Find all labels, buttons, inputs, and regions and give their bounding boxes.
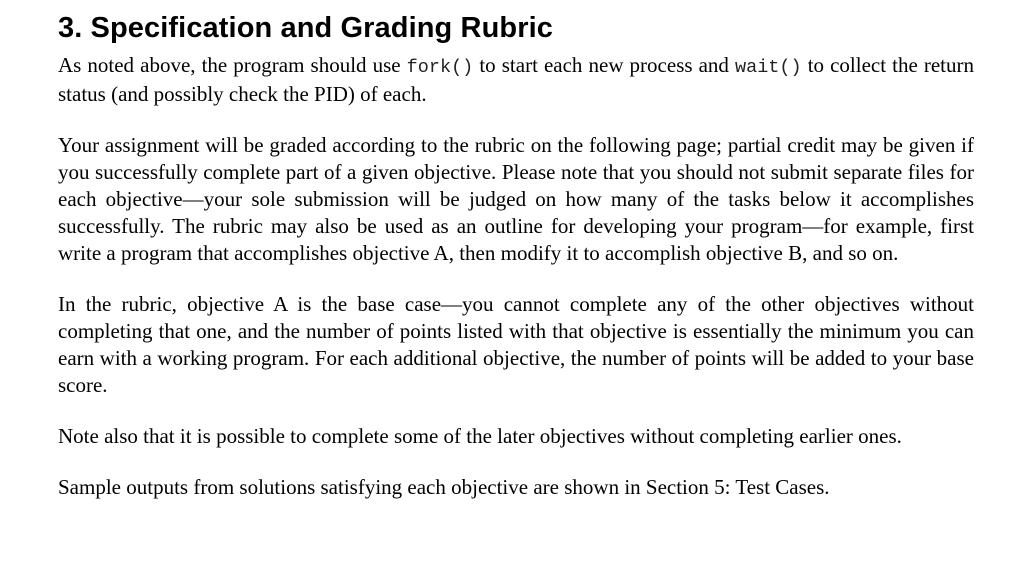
paragraph-later-objectives: Note also that it is possible to complete some of the later objectives without completing earlier ones. [58, 424, 902, 448]
paragraph-fork-wait [58, 52, 974, 108]
paragraph-fork-wait-text-1: As noted above, the program should use [58, 53, 407, 77]
code-wait: wait() [735, 57, 802, 78]
paragraph-fork-wait-text-3: to collect the return status (and possibly check the PID) of each. [58, 53, 974, 106]
paragraph-sample-outputs: Sample outputs from solutions satisfying each objective are shown in Section 5: Test Cases. [58, 475, 830, 499]
section-heading: 3. Specification and Grading Rubric [58, 12, 553, 44]
paragraph-grading: Your assignment will be graded according to the rubric on the following page; partial credit may be given if you successfully complete part of a given objective. Please note that you should not submit separate files for each objective—your sole submission will be judged on how many of the tasks below it accomplishes successfully. The rubric may also be used as an outline for developing your program—for example, first write a program that accomplishes objective A, then modify it to accomplish objective B, and so on. [58, 133, 974, 265]
paragraph-base-case: In the rubric, objective A is the base case—you cannot complete any of the other objectives without completing that one, and the number of points listed with that objective is essentially the minimum you can earn with a working program. For each additional objective, the number of points will be added to your base score. [58, 292, 974, 397]
document-page [58, 8, 974, 501]
paragraph-fork-wait-text-2: to start each new process and [473, 53, 735, 77]
code-fork: fork() [406, 57, 474, 78]
